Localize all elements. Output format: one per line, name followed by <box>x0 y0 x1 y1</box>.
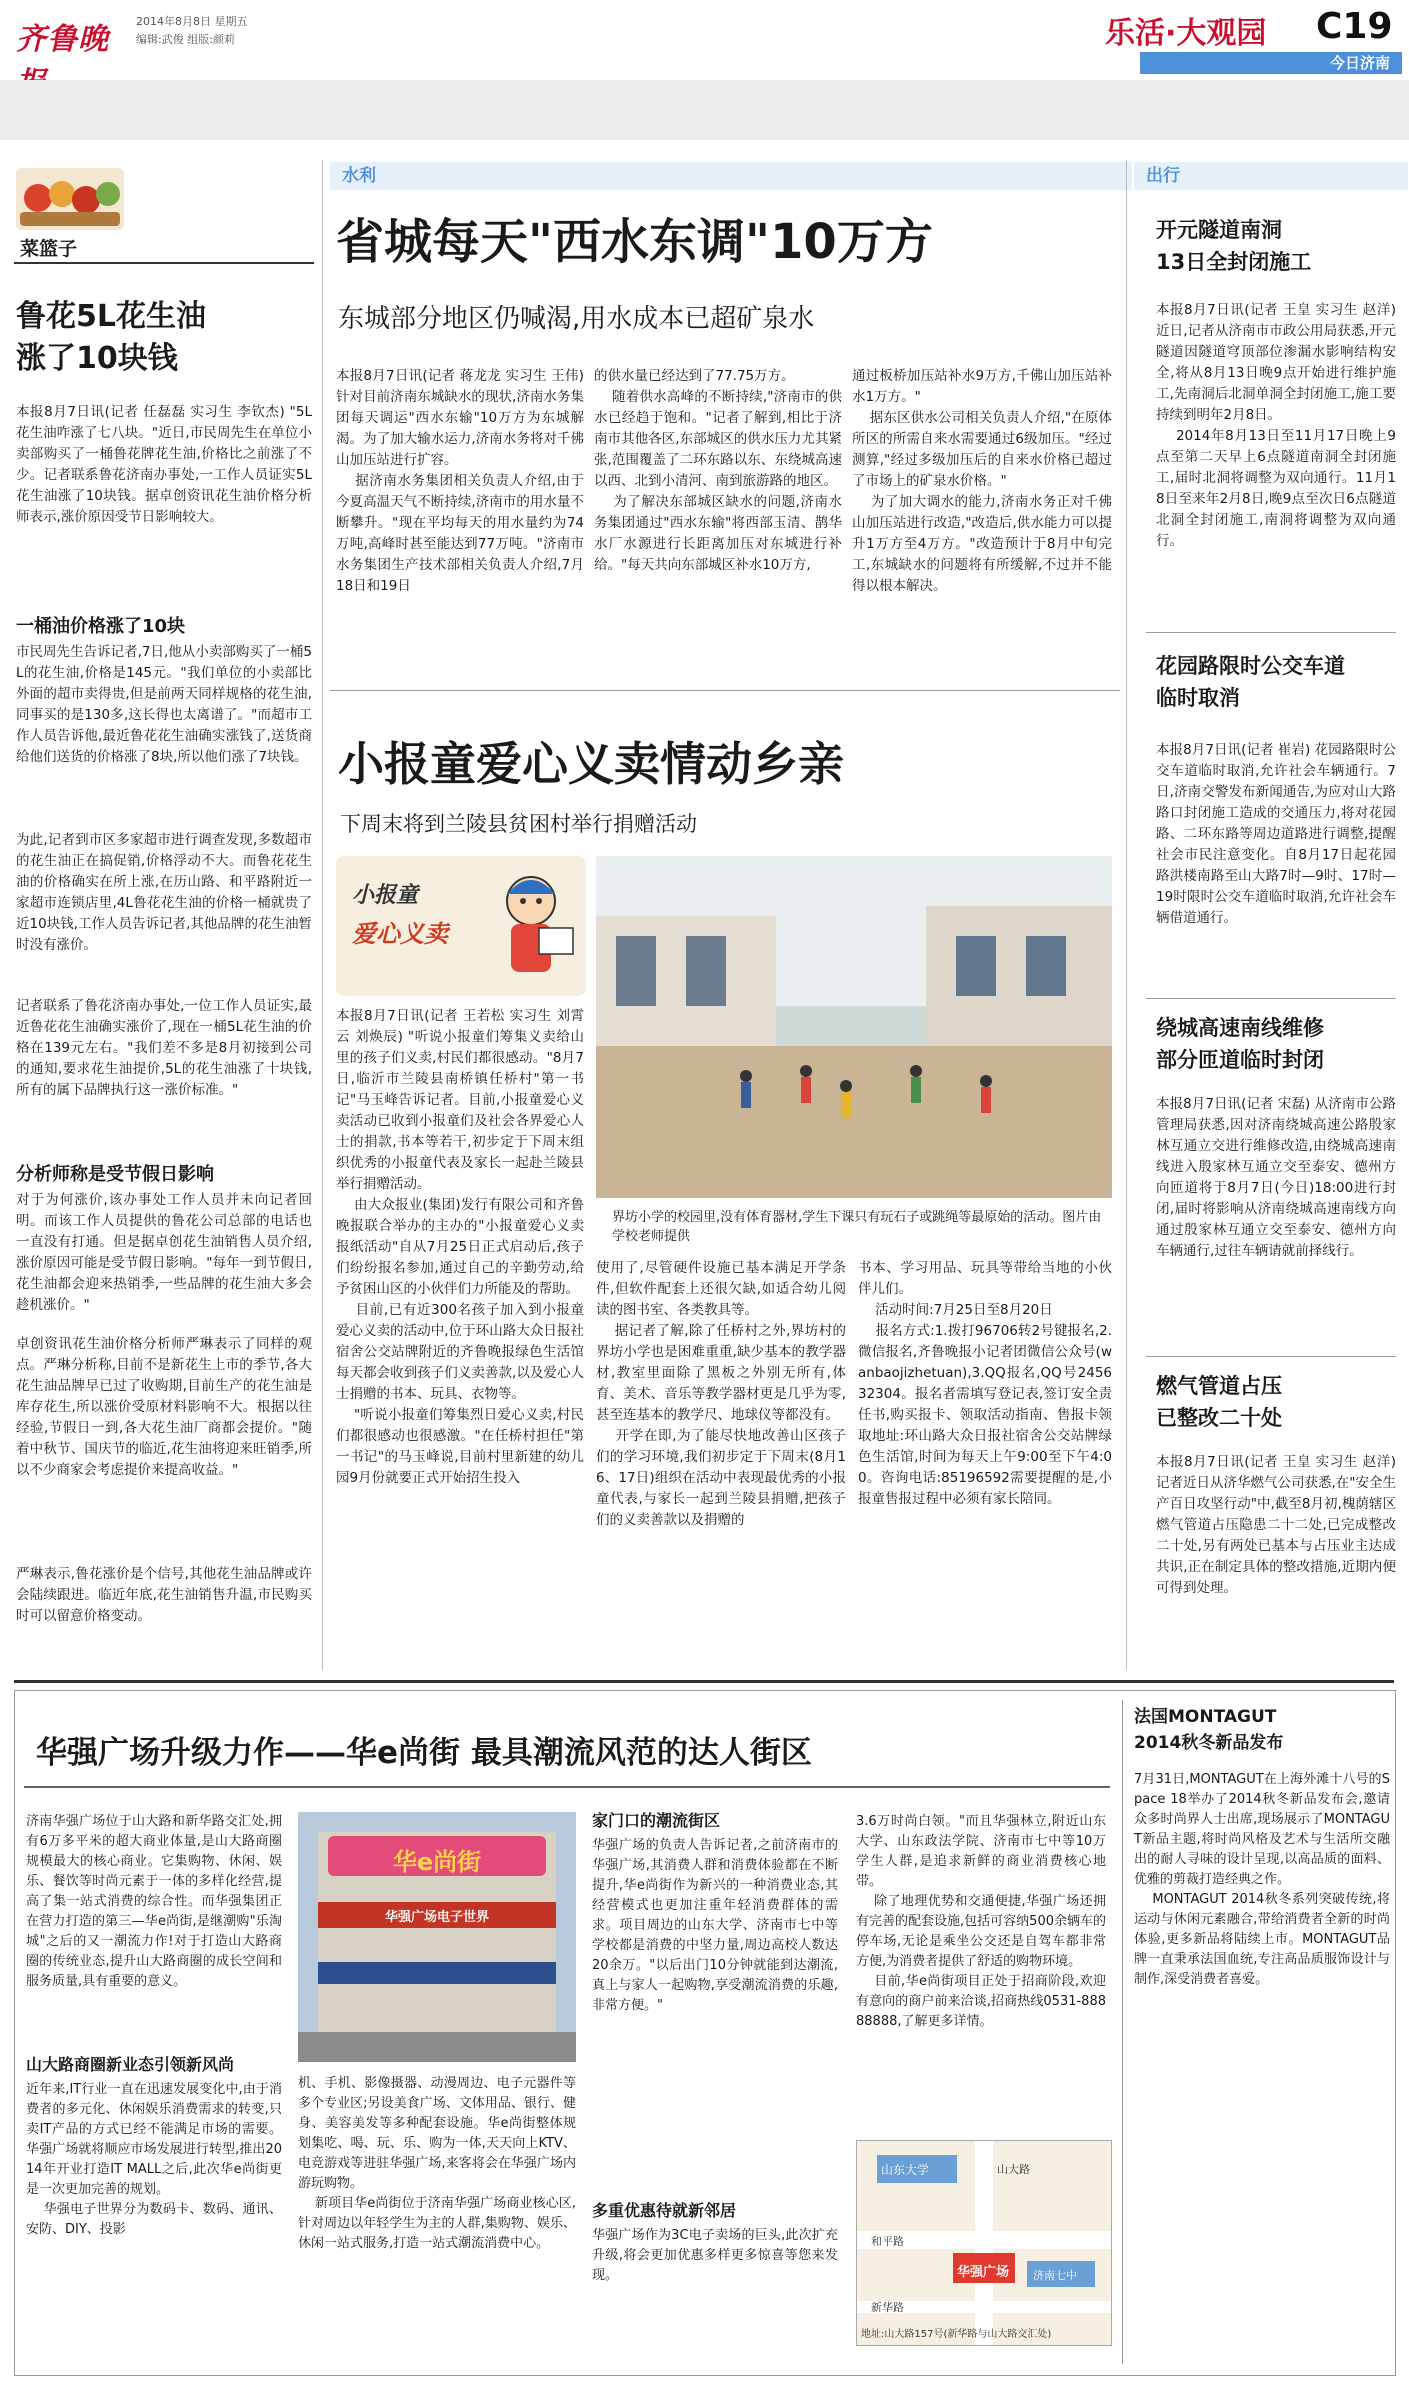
oil-para-1: 市民周先生告诉记者,7日,他从小卖部购买了一桶5L的花生油,价格是145元。"我们单位的小卖部比外面的超市卖得贵,但是前两天同样规格的花生油,同事买的是130多,这长得也太离谱了。"而超市工作人员告诉他,最近鲁花花生油确实涨钱了,送货商给他们送货的价格涨了8块,所以他们涨了7块钱。 <box>16 644 312 765</box>
bus-lane-body: 本报8月7日讯(记者 崔岩) 花园路限时公交车道临时取消,允许社会车辆通行。7日,济南交警发布新闻通告,为应对山大路路口封闭施工造成的交通压力,将对花园路、二环东路等周边道路进行调整,提醒社会市民注意变化。自8月17日起花园路洪楼南路至山大路7时—9时、17时—19时限时公交车道临时取消,允许社会车辆借道通行。 <box>1156 742 1396 926</box>
map-caption: 地址:山大路157号(新华路与山大路交汇处) <box>861 2329 1052 2340</box>
school-photo-illustration <box>596 856 1112 1198</box>
newsboy-headline: 小报童爱心义卖情动乡亲 <box>338 737 844 791</box>
bus-lane-headline: 花园路限时公交车道 临时取消 <box>1156 654 1345 710</box>
map-label-road-2: 和平路 <box>871 2235 904 2248</box>
editor-line: 编辑:武俊 组版:颜莉 <box>136 33 235 46</box>
ad-subhead-1: 山大路商圈新业态引领新风尚 <box>26 2055 235 2074</box>
newsboy-cartoon-icon <box>481 866 581 986</box>
ad-divider <box>1122 1700 1123 2364</box>
water-col-2: 的供水量已经达到了77.75万方。 随着供水高峰的不断持续,"济南市的供水已经趋于饱和。"记者了解到,相比于济南市其他各区,东部城区的供水压力尤其紧张,范围覆盖了二环东路以东、东绕城高速以西、北到小清河、南到旅游路的地区。 为了解决东部城区缺水的问题,济南水务集团通过"西水东输"将西部玉清、鹊华水厂水源进行长距离加压对东城进行补给。"每天共向东部城区补水10万方, <box>594 368 842 573</box>
ad-col-2: 机、手机、影像摄器、动漫周边、电子元器件等多个专业区;另设美食广场、文体用品、银行、健身、美容美发等多种配套设施。华e尚街整体规划集吃、喝、玩、乐、购为一体,天天向上KTV、电竞游戏等进驻华强广场,来客将会在华强广场内游玩购物。 新项目华e尚街位于济南华强广场商业核心区,针对周边以年轻学生为主的人群,集购物、娱乐、休闲一站式服务,打造一站式潮流消费中心。 <box>298 2076 576 2251</box>
ad-col-1b: 近年来,IT行业一直在迅速发展变化中,由于消费者的多元化、休闲娱乐消费需求的转变,只卖IT产品的方式已经不能满足市场的需要。华强广场就将顺应市场发展进行转型,推出2014年开业打造IT MALL之后,此次华e尚街更是一次更加完善的规划。 华强电子世界分为数码卡、数码、通讯、安防、DIY、投影 <box>26 2082 282 2237</box>
oil-para-3: 记者联系了鲁花济南办事处,一位工作人员证实,最近鲁花花生油确实涨价了,现在一桶5L花生油的价格在139元左右。"我们差不多是8月初接到公司的通知,要求花生油提价,5L的花生油涨了十块钱,所有的属下品牌执行这一涨价标准。" <box>16 998 312 1098</box>
divider <box>14 262 314 264</box>
gas-pipe-body: 本报8月7日讯(记者 王皇 实习生 赵洋) 记者近日从济华燃气公司获悉,在"安全生产百日攻坚行动"中,截至8月初,槐荫辖区燃气管道占压隐患二十二处,已完成整改二十处,另有两处已基本与占压业主达成共识,正在制定具体的整改措施,近期内便可得到处理。 <box>1156 1454 1401 1596</box>
ad-col-3b: 华强广场作为3C电子卖场的巨头,此次扩充升级,将会更加优惠多样更多惊喜等您来发现。 <box>592 2228 838 2283</box>
map-label-road-1: 山大路 <box>997 2163 1030 2176</box>
mall-photo <box>298 1812 576 2062</box>
divider <box>1146 998 1396 999</box>
ad-col-4: 3.6万时尚白领。"而且华强林立,附近山东大学、山东政法学院、济南市七中等10万学生人群,是追求新鲜的商业消费核心地带。 除了地理优势和交通便捷,华强广场还拥有完善的配套设施,包括可容纳500余辆车的停车场,无论是乘坐公交还是自驾车都非常方便,为消费者提供了舒适的购物环境。 目前,华e尚街项目正处于招商阶段,欢迎有意向的商户前来洽谈,招商热线0531-88888888,了解更多详情。 <box>856 1814 1106 2029</box>
section-tag-travel: 出行 <box>1134 162 1408 190</box>
date-line: 2014年8月8日 星期五 <box>136 15 248 28</box>
column-divider <box>1126 160 1127 1670</box>
highway-headline: 绕城高速南线维修 部分匝道临时封闭 <box>1156 1016 1324 1072</box>
water-headline: 省城每天"西水东调"10万方 <box>336 214 933 270</box>
water-col-3: 通过板桥加压站补水9万方,千佛山加压站补水1万方。" 据东区供水公司相关负责人介绍,"在原体所区的所需自来水需要通过6级加压。"经过测算,"经过多级加压后的自来水价格已超过了市场上的矿泉水价格。" 为了加大调水的能力,济南水务正对千佛山加压站进行改造,"改造后,供水能力可以提升1万方至4万方。"改造预计于8月中旬完工,东城缺水的问题将有所缓解,不过并不能得以根本解决。 <box>852 368 1112 594</box>
section-ribbon <box>1140 52 1402 74</box>
ad-subhead-2: 家门口的潮流街区 <box>592 1811 721 1830</box>
mall-sign: 华e尚街 <box>392 1848 482 1876</box>
school-yard-photo <box>596 856 1112 1198</box>
section-title: 乐活·大观园 <box>1105 16 1267 51</box>
divider <box>1146 1356 1396 1357</box>
newsboy-col-2: 使用了,尽管硬件设施已基本满足开学条件,但软件配套上还很欠缺,如适合幼儿阅读的图书室、各类教具等。 据记者了解,除了任桥村之外,界坊村的界坊小学也是困难重重,缺少基本的教学器材,教室里面除了黑板之外别无所有,体育、美术、音乐等教学器材更是几乎为零,甚至连基本的教学尺、地球仪等都没有。 开学在即,为了能尽快地改善山区孩子们的学习环境,我们初步定于下周末(8月16、17日)组织在活动中表现最优秀的小报童代表,与家长一起到兰陵县捐赠,把孩子们的义卖善款以及捐赠的 <box>596 1260 846 1528</box>
map-label-road-3: 新华路 <box>871 2301 904 2314</box>
oil-para-5: 卓创资讯花生油价格分析师严琳表示了同样的观点。严琳分析称,目前不是新花生上市的季节,各大花生油品牌早已过了收购期,目前生产的花生油是库存花生,所以涨价受原材料影响不大。根据以往经验,节假日一到,各大花生油厂商都会提价。"随着中秋节、国庆节的临近,花生油将迎来旺销季,所以不少商家会考虑提价来提高收益。" <box>16 1336 312 1478</box>
tunnel-body: 本报8月7日讯(记者 王皇 实习生 赵洋) 近日,记者从济南市市政公用局获悉,开元隧道因隧道穹顶部位渗漏水影响结构安全,将从8月13日晚9点开始进行维护施工,先南洞后北洞单洞全封闭施工,施工要持续到明年2月8日。 2014年8月13日至11月17日晚上9点至第二天早上6点隧道南洞全封闭施工,届时北洞将调整为双向通行。11月18日至来年2月8日,晚9点至次日6点隧道北洞全封闭施工,南洞将调整为双向通行。 <box>1156 302 1396 549</box>
ribbon-label: 今日济南 <box>1329 54 1390 72</box>
oil-para-2: 为此,记者到市区多家超市进行调查发现,多数超市的花生油正在搞促销,价格浮动不大。而鲁花花生油的价格确实在所上涨,在历山路、和平路附近一家超市连锁店里,4L鲁花花生油的价格一桶就贵了近10块钱,工作人员告诉记者,其他品牌的花生油暂时没有涨价。 <box>16 832 312 953</box>
oil-para-4: 对于为何涨价,该办事处工作人员并未向记者回明。而该工作人员提供的鲁花公司总部的电话也一直没有打通。但是据卓创花生油销售人员介绍,涨价原因可能是受节假日影响。"每年一到节假日,花生油都会迎来热销季,一些品牌的花生油大多会趁机涨价。" <box>16 1192 312 1313</box>
map-label-school: 济南七中 <box>1033 2269 1077 2282</box>
section-tag-water: 水利 <box>330 162 1132 190</box>
ad-col-3: 华强广场的负责人告诉记者,之前济南市的华强广场,其消费人群和消费体验都在不断提升,华e尚街作为新兴的一种消费业态,其经营模式也更加注重年轻消费群体的需求。项目周边的山东大学、济南市七中等学校都是消费的中坚力量,周边高校人数达20余万。"以后出门10分钟就能到达潮流,真上与家人一起购物,享受潮流消费的乐趣,非常方便。" <box>592 1838 838 2013</box>
oil-lead: 本报8月7日讯(记者 任磊磊 实习生 李钦杰) "5L花生油咋涨了七八块。"近日,市民周先生在单位小卖部购买了一桶鲁花牌花生油,价格比之前涨了不少。记者联系鲁花济南办事处,一工作人员证实5L花生油涨了10块钱。据卓创资讯花生油价格分析师表示,涨价原因受节日影响较大。 <box>16 404 312 525</box>
column-logo: 菜篮子 <box>20 238 78 260</box>
column-divider <box>322 160 323 1670</box>
oil-subhead-2: 分析师称是受节假日影响 <box>16 1164 214 1185</box>
divider <box>24 1786 1110 1788</box>
ad-col-1: 济南华强广场位于山大路和新华路交汇处,拥有6万多平米的超大商业体量,是山大路商圈规模最大的核心商业。它集购物、休闲、娱乐、餐饮等时尚元素于一体的多样化经营,提高了集一站式消费的综合性。而华强集团正在营力打造的第三—华e尚街,是继潮购"乐淘城"之后的又一潮流力作!对于打造山大路商圈的传统业态,提升山大路商圈的成长空间和服务质量,具有重要的意义。 <box>26 1814 282 1989</box>
header-band <box>0 80 1409 140</box>
photo-caption: 界坊小学的校园里,没有体育器材,学生下课只有玩石子或跳绳等最原始的活动。图片由学校老师提供 <box>612 1210 1102 1244</box>
logo-line-2: 爱心义卖 <box>352 920 448 948</box>
ad-subhead-3: 多重优惠待就新邻居 <box>592 2201 737 2220</box>
location-map <box>856 2140 1112 2346</box>
newsboy-col-3: 书本、学习用品、玩具等带给当地的小伙伴儿们。 活动时间:7月25日至8月20日 报名方式:1.拨打96706转2号键报名,2.微信报名,齐鲁晚报小记者团微信公众号(wanbaojizhetuan),3.QQ报名,QQ号245632304。报名者需填写登记表,签订安全责任书,购买报卡、领取活动指南、售报卡领取地址:环山路大众日报社宿舍公交站牌绿色生活馆,时间为每天上午9:00至下午4:00。咨询电话:85196592需要提醒的是,小报童售报过程中必须有家长陪同。 <box>858 1260 1112 1507</box>
mall-banner: 华强广场电子世界 <box>384 1910 489 1925</box>
ad-headline: 华强广场升级力作——华e尚街 最具潮流风范的达人街区 <box>36 1735 812 1771</box>
oil-price-headline: 鲁花5L花生油 涨了10块钱 <box>16 299 206 376</box>
newsboy-col-1: 本报8月7日讯(记者 王若松 实习生 刘霄云 刘焕辰) "听说小报童们筹集义卖给山里的孩子们义卖,村民们都很感动。"8月7日,临沂市兰陵县南桥镇任桥村"第一书记"马玉峰告诉记者。目前,小报童爱心义卖活动已收到小报童们及社会各界爱心人士的捐款,书本等若干,初步定于下周末组织优秀的小报童代表及家长一起赴兰陵县举行捐赠活动。 由大众报业(集团)发行有限公司和齐鲁晚报联合举办的主办的"小报童爱心义卖报纸活动"自从7月25日正式启动后,孩子们纷纷报名参加,通过自己的辛勤劳动,给予贫困山区的小伙伴们力所能及的帮助。 目前,已有近300名孩子加入到小报童爱心义卖的活动中,位于环山路大众日报社宿舍公交站牌附近的齐鲁晚报绿色生活馆每天都会收到孩子们义卖善款,以及爱心人士捐赠的书本、玩具、衣物等。 "听说小报童们筹集烈日爱心义卖,村民们都很感动也很感激。"在任桥村担任"第一书记"的马玉峰说,目前村里新建的幼儿园9月份就要正式开始招生投入 <box>336 1008 585 1486</box>
tunnel-headline: 开元隧道南洞 13日全封闭施工 <box>1156 218 1312 274</box>
water-col-1: 本报8月7日讯(记者 蒋龙龙 实习生 王伟) 针对目前济南东城缺水的现状,济南水务集团每天调运"西水东输"10万方为东城解渴。为了加大输水运力,济南水务将对千佛山加压站进行扩容。 据济南水务集团相关负责人介绍,由于今夏高温天气不断持续,济南市的用水量不断攀升。"现在平均每天的用水量约为74万吨,高峰时甚至能达到77万吨。"济南市水务集团生产技术部相关负责人介绍,7月18日和19日 <box>336 368 584 594</box>
montagut-headline: 法国MONTAGUT 2014秋冬新品发布 <box>1134 1707 1284 1753</box>
logo-line-1: 小报童 <box>352 883 419 908</box>
map-label-university: 山东大学 <box>881 2163 930 2177</box>
page-number: C19 <box>1316 6 1393 47</box>
vegetables-icon <box>16 168 124 230</box>
montagut-body: 7月31日,MONTAGUT在上海外滩十八号的Space 18举办了2014秋冬新品发布会,邀请众多时尚界人士出席,现场展示了MONTAGUT新品主题,将时尚风格及艺术与生活所交融出的耐人寻味的设计呈现,以高品质的面料、优雅的剪裁打造经典之作。 MONTAGUT 2014秋冬系列突破传统,将运动与休闲元素融合,带给消费者全新的时尚体验,更多新品将陆续上市。MONTAGUT品牌一直秉承法国血统,专注高品质服饰设计与制作,深受消费者喜爱。 <box>1134 1772 1391 1987</box>
logo-text: 齐鲁晚 <box>16 22 109 57</box>
ad-top-rule <box>14 1680 1394 1683</box>
gas-pipe-headline: 燃气管道占压 已整改二十处 <box>1156 1374 1282 1430</box>
oil-para-6: 严琳表示,鲁花涨价是个信号,其他花生油品牌或许会陆续跟进。临近年底,花生油销售升温,市民购买时可以留意价格变动。 <box>16 1566 312 1624</box>
divider <box>1146 632 1396 633</box>
vegetable-basket-image <box>16 168 124 230</box>
newsboy-subheadline: 下周末将到兰陵县贫困村举行捐赠活动 <box>340 812 697 836</box>
highway-body: 本报8月7日讯(记者 宋磊) 从济南市公路管理局获悉,因对济南绕城高速公路殷家林互通立交进行维修改造,由绕城高速南线进入殷家林互通立交至泰安、德州方向匝道将于8月7日(今日)18:00进行封闭,届时将影响从济南绕城高速南线方向通过殷家林互通立交至泰安、德州方向车辆通行,过往车辆请就前择线行。 <box>1156 1096 1396 1259</box>
oil-subhead-1: 一桶油价格涨了10块 <box>16 616 186 637</box>
map-label-plaza: 华强广场 <box>957 2265 1010 2280</box>
divider <box>330 690 1120 691</box>
water-subheadline: 东城部分地区仍喊渴,用水成本已超矿泉水 <box>338 304 815 334</box>
newspaper-logo <box>16 14 126 57</box>
newsboy-logo <box>336 856 586 996</box>
